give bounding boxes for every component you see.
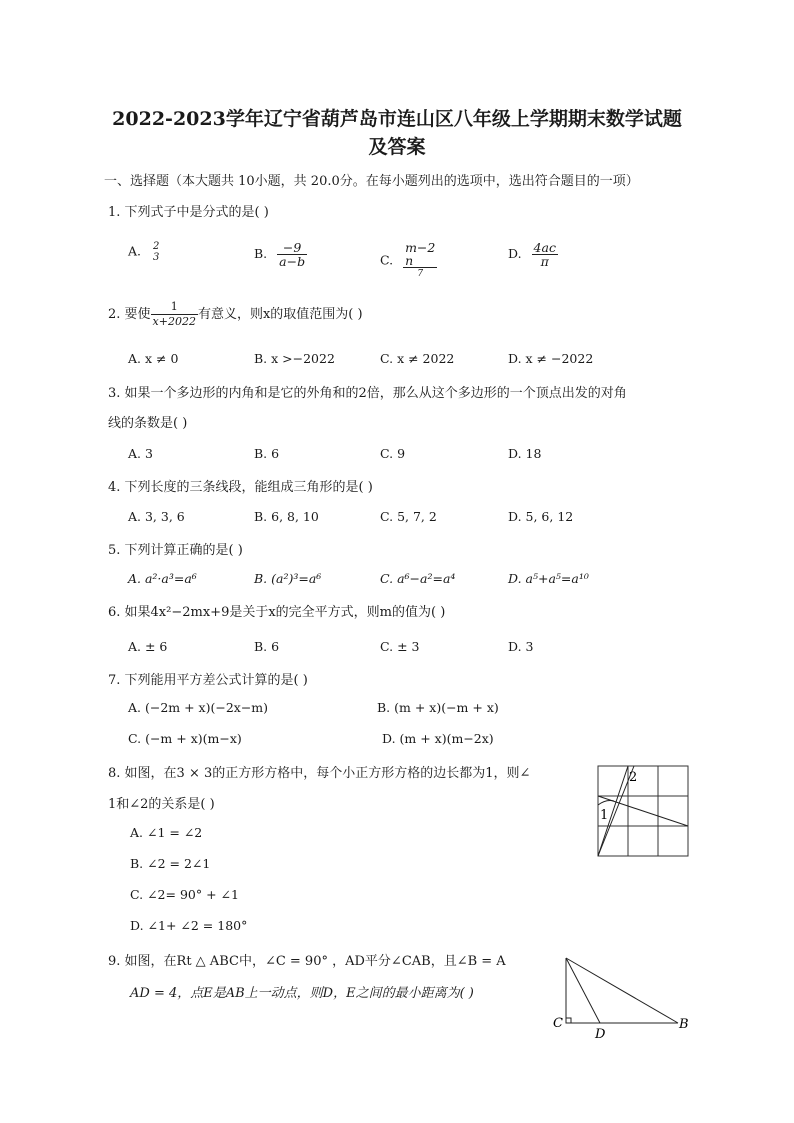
question-4-stem: 4. 下列长度的三条线段，能组成三角形的是( )	[108, 480, 373, 495]
question-2-stem	[108, 300, 363, 329]
q4-option-b: B. 6, 8, 10	[254, 509, 319, 524]
q2-option-a: A. x ≠ 0	[128, 351, 179, 366]
q1-option-a-fraction	[151, 241, 161, 263]
q4-option-d: D. 5, 6, 12	[508, 509, 574, 524]
section-heading: 一、选择题（本大题共 10小题，共 20.0分。在每小题列出的选项中，选出符合题目的一项）	[104, 174, 639, 189]
q5-option-a: A. a²·a³=a⁶	[128, 571, 197, 586]
q1-option-b-fraction	[277, 241, 307, 268]
q7-option-b: B. (m + x)(−m + x)	[377, 700, 499, 715]
q1-c-num-top: m−2	[405, 240, 436, 255]
q2-frac-num: 1	[151, 300, 198, 315]
q2-frac-den: x+2022	[152, 315, 196, 328]
q1-c-den: 7	[417, 269, 424, 279]
document-title: 2022-2023学年辽宁省葫芦岛市连山区八年级上学期期末数学试题	[112, 108, 682, 130]
q1-option-a	[128, 241, 161, 263]
q6-option-a: A. ± 6	[128, 639, 168, 654]
document-title-continued: 及答案	[368, 136, 426, 158]
q6-option-c: C. ± 3	[380, 639, 420, 654]
q3-option-b: B. 6	[254, 446, 280, 461]
q2-fraction	[151, 300, 198, 329]
q1-option-d	[508, 241, 558, 268]
q8-figure-label-1: 1	[600, 808, 609, 823]
q1-a-den: 3	[153, 252, 160, 263]
q3-option-a: A. 3	[128, 446, 153, 461]
q9-label-c: C	[553, 1016, 563, 1031]
q9-triangle-lines	[566, 958, 678, 1023]
q2-option-c: C. x ≠ 2022	[380, 351, 455, 366]
q1-c-num-bottom: n	[403, 254, 437, 268]
q6-option-b: B. 6	[254, 639, 280, 654]
q9-label-b: B	[679, 1017, 689, 1032]
q9-triangle-figure	[546, 950, 696, 1042]
question-8-line1: 8. 如图，在3 × 3的正方形方格中，每个小正方形方格的边长都为1，则∠	[108, 766, 531, 781]
q1-option-c-label: C.	[380, 252, 394, 268]
question-3-line1: 3. 如果一个多边形的内角和是它的外角和的2倍，那么从这个多边形的一个顶点出发的对角	[108, 386, 627, 401]
q1-d-num: 4ac	[533, 240, 556, 255]
q5-option-c: C. a⁶−a²=a⁴	[380, 571, 456, 586]
q2-prefix: 2. 要使	[108, 307, 151, 322]
q3-option-d: D. 18	[508, 446, 542, 461]
q1-option-b-label: B.	[254, 246, 268, 261]
q5-option-b: B. (a²)³=a⁶	[254, 571, 322, 586]
q8-grid-figure	[592, 763, 692, 859]
q8-option-d: D. ∠1+ ∠2 = 180°	[130, 918, 248, 933]
question-9-line1: 9. 如图，在Rt △ ABC中，∠C = 90° ，AD平分∠CAB，且∠B = A	[108, 954, 506, 969]
q8-option-c: C. ∠2= 90° + ∠1	[130, 887, 239, 902]
q8-option-b: B. ∠2 = 2∠1	[130, 856, 211, 871]
q1-option-c	[380, 241, 437, 281]
q8-figure-label-2: 2	[629, 770, 638, 785]
q7-option-c: C. (−m + x)(m−x)	[128, 731, 242, 746]
question-3-line2: 线的条数是( )	[108, 416, 188, 431]
q2-option-b: B. x >−2022	[254, 351, 335, 366]
q1-option-c-fraction	[403, 241, 437, 281]
q1-option-b	[254, 241, 307, 268]
q8-option-a: A. ∠1 = ∠2	[130, 825, 203, 840]
q8-figure-segments	[598, 766, 688, 856]
q1-a-num: 2	[153, 241, 160, 252]
q2-option-d: D. x ≠ −2022	[508, 351, 594, 366]
q1-option-a-label: A.	[128, 243, 142, 259]
q7-option-a: A. (−2m + x)(−2x−m)	[128, 700, 269, 715]
question-6-stem: 6. 如果4x²−2mx+9是关于x的完全平方式，则m的值为( )	[108, 605, 446, 620]
q1-b-num: −9	[277, 241, 307, 255]
q9-label-d: D	[595, 1027, 606, 1042]
question-5-stem: 5. 下列计算正确的是( )	[108, 543, 243, 558]
q1-d-den: π	[540, 254, 549, 269]
q1-option-d-fraction	[532, 241, 558, 268]
q5-option-d: D. a⁵+a⁵=a¹⁰	[508, 571, 589, 586]
q4-option-a: A. 3, 3, 6	[128, 509, 185, 524]
q7-option-d: D. (m + x)(m−2x)	[382, 731, 494, 746]
question-8-line2: 1和∠2的关系是( )	[108, 797, 215, 812]
q1-b-den: a−b	[279, 254, 306, 269]
q2-suffix: 有意义，则x的取值范围为( )	[197, 307, 363, 322]
question-1-stem: 1. 下列式子中是分式的是( )	[108, 205, 269, 220]
q4-option-c: C. 5, 7, 2	[380, 509, 437, 524]
q6-option-d: D. 3	[508, 639, 534, 654]
q1-option-d-label: D.	[508, 246, 522, 261]
question-9-line2: AD = 4，点E是AB上一动点，则D，E之间的最小距离为( )	[130, 986, 474, 1001]
question-7-stem: 7. 下列能用平方差公式计算的是( )	[108, 673, 308, 688]
q3-option-c: C. 9	[380, 446, 406, 461]
